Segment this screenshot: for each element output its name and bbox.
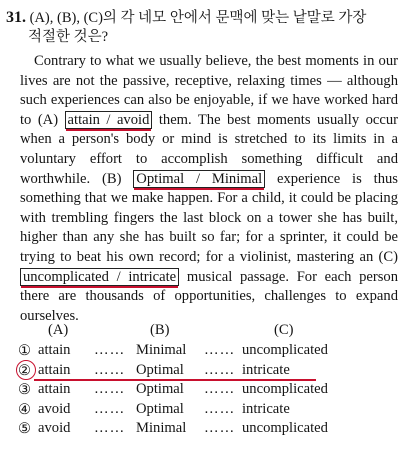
dots: …… (204, 342, 236, 358)
option-c: uncomplicated (242, 420, 328, 437)
option-c: uncomplicated (242, 381, 328, 398)
passage-part-1: Contrary to what we usually believe, the best moments in our lives are not the passive, receptive, relaxing times — although such experiences can also be enjoyable, if we have worked hard to (A) (20, 53, 398, 128)
dots: …… (204, 400, 236, 417)
answer-option-3[interactable] (14, 381, 404, 401)
question-stem-line2: 적절한 것은? (28, 29, 109, 45)
answer-option-2[interactable] (14, 362, 404, 382)
option-b: Optimal (136, 400, 184, 417)
header-b: (B) (150, 322, 170, 338)
choice-box-a: attain / avoid (65, 111, 153, 129)
passage-part-4: musical passage. For each person there are thousands of opportunities, challenges to expand ourselves. (20, 268, 398, 324)
option-number: ⑤ (18, 421, 32, 438)
option-b: Minimal (136, 342, 187, 358)
answer-option-4[interactable] (14, 401, 404, 421)
dots: …… (94, 420, 126, 437)
answer-option-5[interactable] (14, 420, 404, 440)
option-number: ④ (18, 401, 32, 418)
option-b: Minimal (136, 420, 187, 437)
question-header (6, 8, 406, 47)
dots: …… (94, 361, 126, 378)
passage (20, 52, 398, 326)
choice-box-c: uncomplicated / intricate (20, 268, 179, 286)
answer-options (14, 322, 404, 440)
header-a: (A) (48, 322, 69, 338)
passage-part-3: experience is thus something that we make happen. For a child, it could be placing with trembling fingers the last block on a tower she has built, higher than any she has built so far; for a sprinter, it could be trying to beat his own record; for a violinist, mastering an (C) (20, 170, 398, 265)
answer-header (14, 322, 404, 342)
passage-part-2: them. The best moments usually occur when a person's body or mind is stretched to its limits in a voluntary effort to accomplish something difficult and worthwhile. (B) (20, 111, 398, 187)
option-number: ③ (18, 382, 32, 399)
option-a: avoid (38, 420, 71, 437)
dots: …… (204, 420, 236, 437)
option-a: attain (38, 342, 71, 358)
answer-option-1[interactable] (14, 342, 404, 362)
dots: …… (94, 342, 126, 358)
option-b: Optimal (136, 381, 184, 398)
dots: …… (94, 381, 126, 398)
option-number: ② (18, 362, 32, 379)
question-stem: (A), (B), (C)의 각 네모 안에서 문맥에 맞는 낱말로 가장 (29, 10, 367, 26)
dots: …… (204, 361, 236, 378)
option-a: attain (38, 361, 71, 378)
question-stem-line1 (6, 8, 406, 28)
option-a: avoid (38, 400, 71, 417)
header-c: (C) (274, 322, 294, 338)
option-c: intricate (242, 400, 290, 417)
option-a: attain (38, 381, 71, 398)
option-b: Optimal (136, 361, 184, 378)
question-number: 31. (6, 9, 26, 26)
option-c: intricate (242, 361, 290, 378)
option-c: uncomplicated (242, 342, 328, 358)
dots: …… (94, 400, 126, 417)
option-number: ① (18, 343, 32, 359)
dots: …… (204, 381, 236, 398)
choice-box-b: Optimal / Minimal (133, 170, 265, 188)
